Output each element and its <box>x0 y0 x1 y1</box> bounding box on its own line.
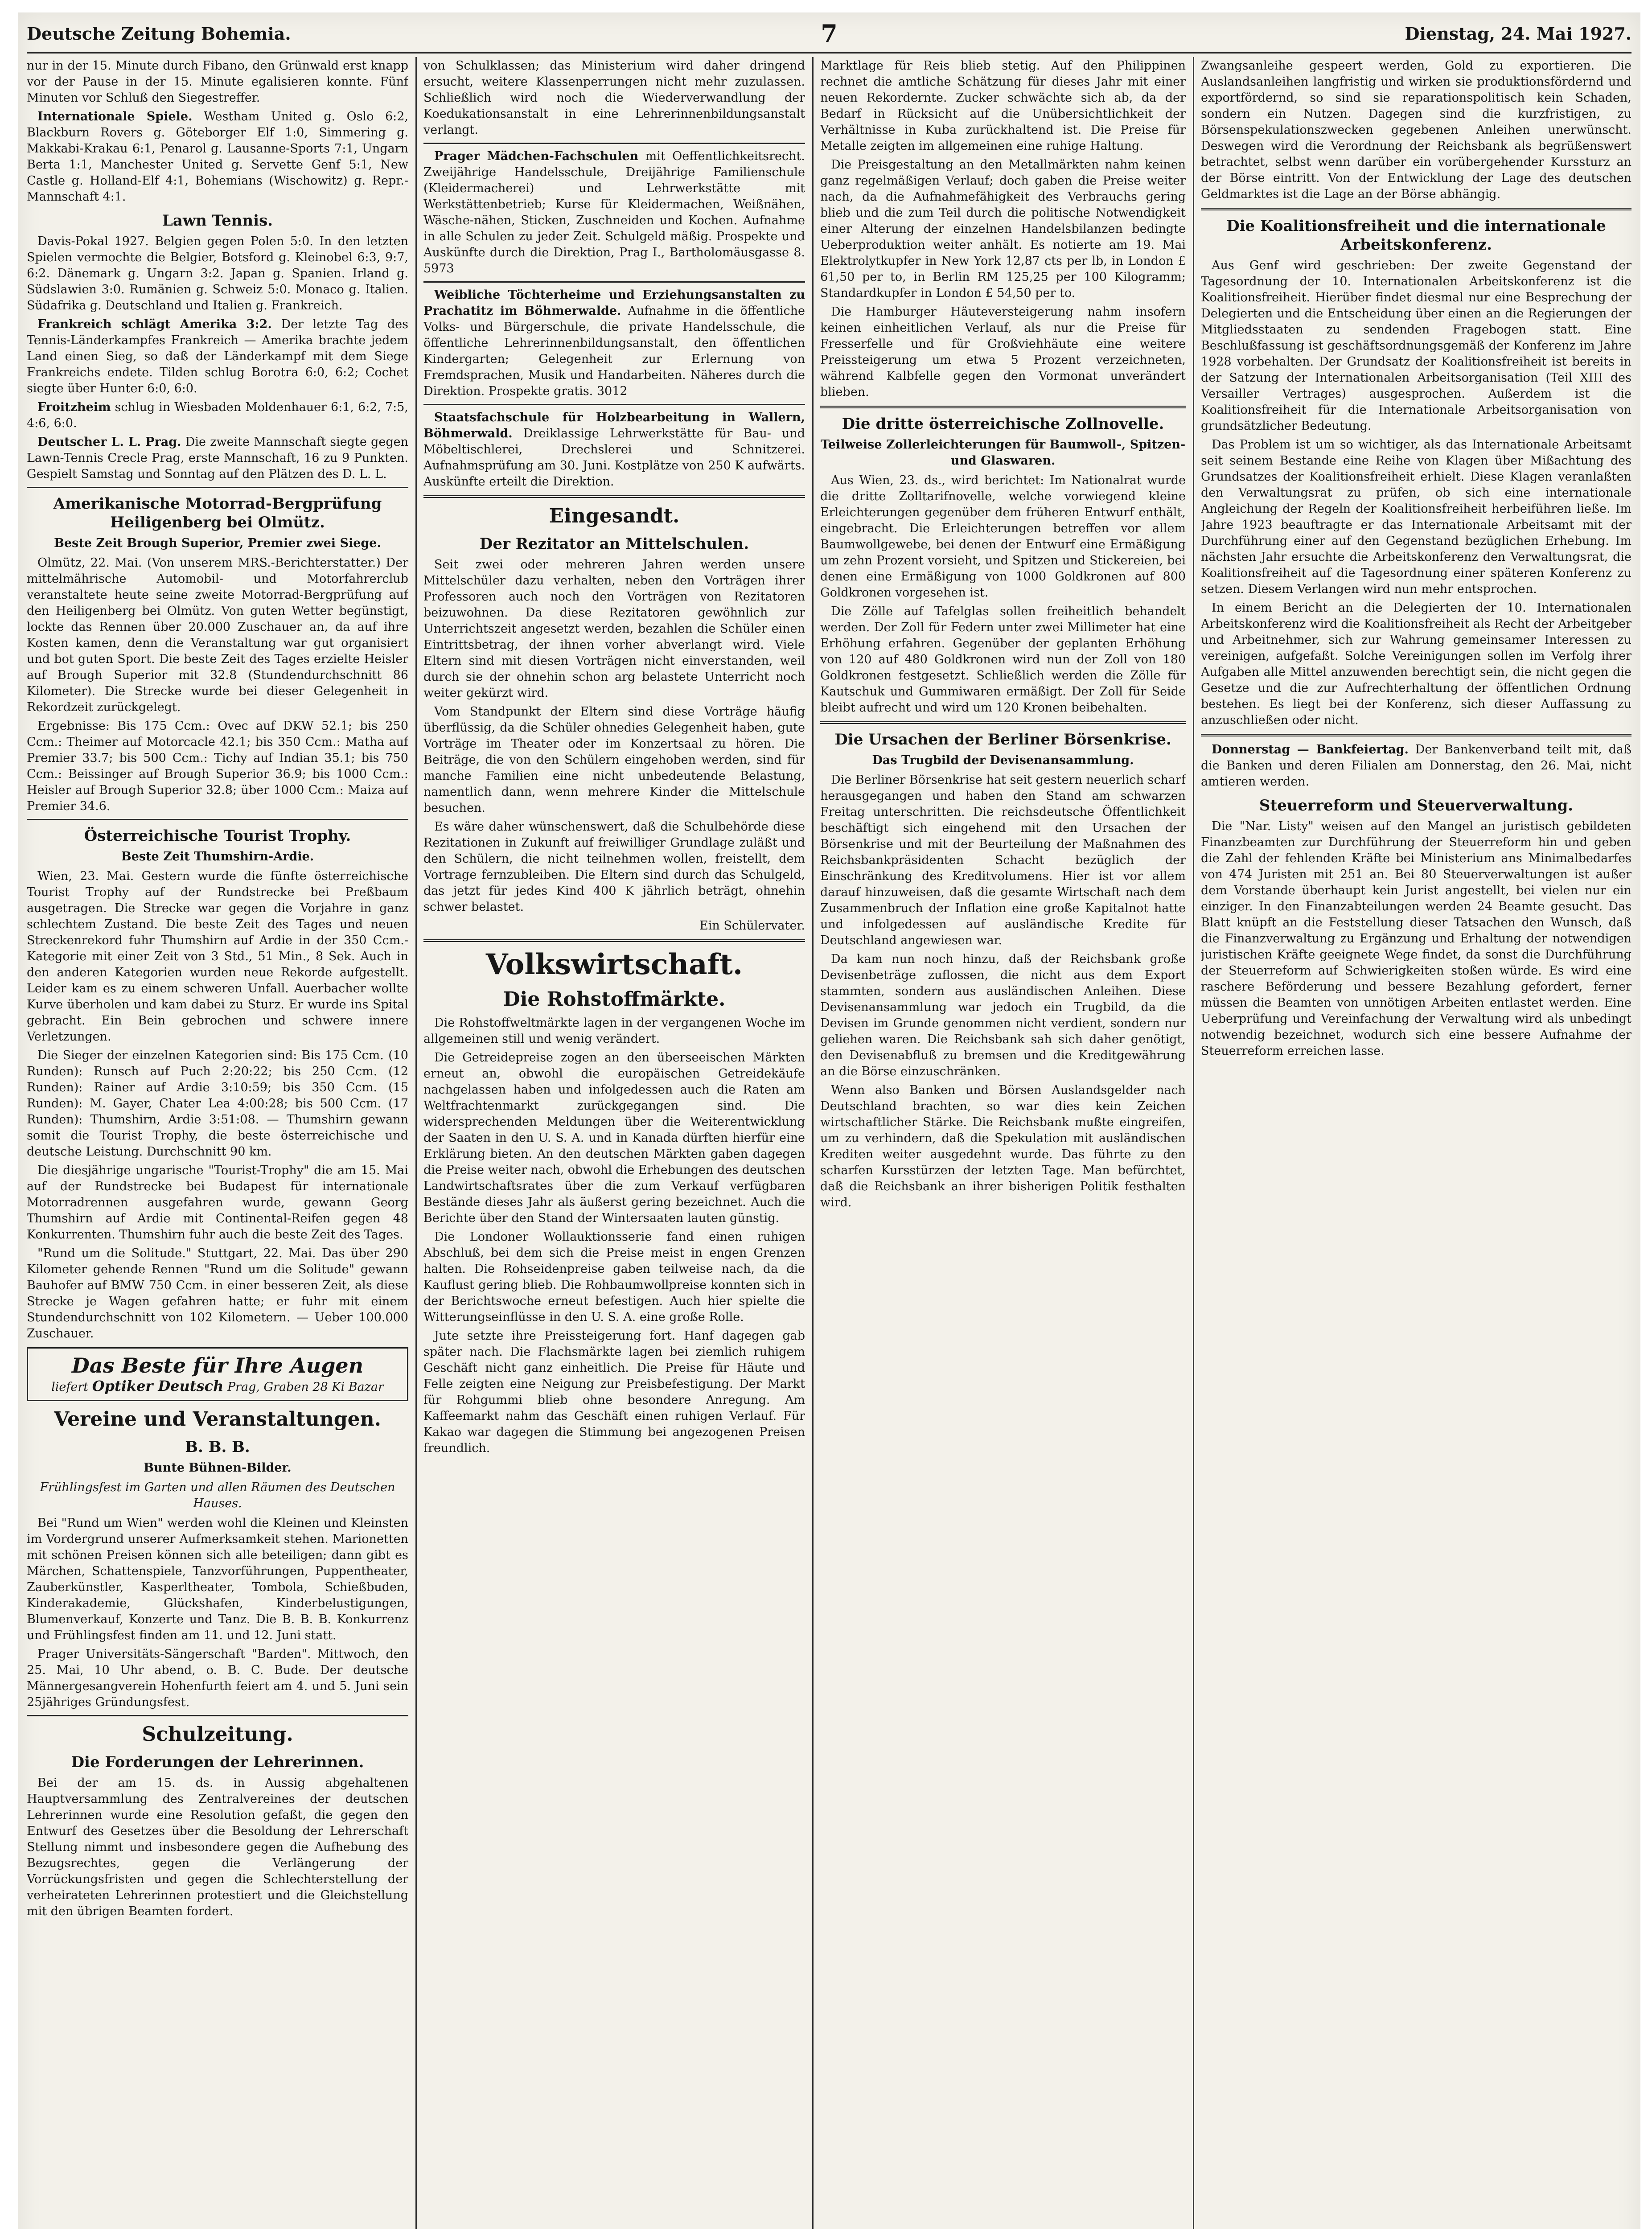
article-subheadline: Bunte Bühnen-Bilder. <box>144 1461 292 1475</box>
section-heading: Lawn Tennis. <box>162 212 273 230</box>
article-headline: Steuerreform und Steuerverwaltung. <box>1259 797 1574 814</box>
article-text: Seit zwei oder mehreren Jahren werden unsere Mittelschüler dazu verhalten, neben den Vorträgen ihrer Professoren auch noch den Vorträgen von Rezitatoren beizuwohnen. Da diese Rezitatoren gewöhnlich zur Unterrichtszeit angesetzt werden, bezahlen die Schüler einen Eintrittsbetrag, der ihnen vorher abverlangt wird. Viele Eltern sind mit diesen Vorträgen nicht einverstanden, weil durch sie der ohnehin schon arg belastete Unterricht noch weiter gekürzt wird. <box>423 558 805 700</box>
divider <box>1201 734 1631 736</box>
article-text: Die Berliner Börsenkrise hat seit gestern neuerlich scharf herausgegangen und haben den Stand am schwarzen Freitag unterschritten. Die reichsdeutsche Öffentlichkeit beschäftigt sich eingehend mit den Ursachen der Börsenkrise und mit der Beurteilung der Maßnahmen des Reichsbankpräsidenten Schacht bezüglich der Einschränkung des Kreditvolumens. Hier ist vor allem darauf hinzuweisen, daß die gesamte Wirtschaft nach dem Zusammenbruch der Inflation eine große Kapitalnot hatte und infolgedessen auf ausländische Kredite für Deutschland angewiesen war. <box>820 773 1186 947</box>
article-headline: Die Ursachen der Berliner Börsenkrise. <box>834 731 1171 748</box>
article-text: Prager Universitäts-Sängerschaft "Barden". Mittwoch, den 25. Mai, 10 Uhr abend, o. B. C. Bude. Der deutsche Männergesangverein Hohenfurth feiert am 4. und 5. Juni sein 25jähriges Gründungsfest. <box>27 1647 408 1709</box>
issue-date: Dienstag, 24. Mai 1927. <box>1405 23 1631 44</box>
section-kicker: Frankreich schlägt Amerika 3:2. <box>37 317 272 331</box>
ad-name: Optiker Deutsch <box>92 1378 224 1394</box>
article-text: Aus Wien, 23. ds., wird berichtet: Im Nationalrat wurde die dritte Zolltarifnovelle, welche vorwiegend kleine Erleichterungen gegenüber dem früheren Entwurf enthält, eingebracht. Die Erleichterungen betreffen vor allem Baumwollgewebe, bei denen der Entwurf eine Ermäßigung um zehn Prozent vorsieht, und Spitzen und Stickereien, bei denen eine Ermäßigung von 1000 Goldkronen auf 800 Goldkronen vorgesehen ist. <box>820 473 1186 600</box>
ad-address: Prag, Graben 28 Ki Bazar <box>227 1380 384 1394</box>
article-text: Wenn also Banken und Börsen Auslandsgelder nach Deutschland brachten, so war dies kein Zeichen wirtschaftlicher Stärke. Die Reichsbank mußte eingreifen, um zu verhindern, daß die Spekulation mit ausländischen Krediten weiter ausgedehnt wurde. Das führte zu den scharfen Kursstürzen der letzten Tage. Man befürchtet, daß die Reichsbank an ihrer bisherigen Politik festhalten wird. <box>820 1083 1186 1209</box>
article-text: Die Rohstoffweltmärkte lagen in der vergangenen Woche im allgemeinen still und wenig verändert. <box>423 1016 805 1046</box>
section-kicker: Deutscher L. L. Prag. <box>37 435 181 449</box>
article-subheadline: Frühlingsfest im Garten und allen Räumen des Deutschen Hauses. <box>40 1481 395 1510</box>
column-4 <box>1201 58 1631 2229</box>
article-text: Die Hamburger Häuteversteigerung nahm insofern keinen einheitlichen Verlauf, als nur die Preise für Fresserfelle und für Großviehhäute eine weitere Preissteigerung um etwa 5 Prozent verzeichneten, während Kalbfelle gegen den Vormonat unverändert blieben. <box>820 305 1186 399</box>
section-kicker: Internationale Spiele. <box>37 110 193 123</box>
article-text: Bei der am 15. ds. in Aussig abgehaltenen Hauptversammlung des Zentralvereines der deutschen Lehrerinnen wurde eine Resolution gefaßt, die gegen den Entwurf des Gesetzes über die Besoldung der Lehrerschaft Stellung nimmt und insbesondere gegen die Aufhebung des Bezugsrechtes, gegen die Verlängerung der Vorrückungsfristen und gegen die Schlechterstellung der verheirateten Lehrerinnen protestiert und die Gleichstellung mit den übrigen Beamten fordert. <box>27 1776 408 1918</box>
article-headline: Die Koalitionsfreiheit und die internationale Arbeitskonferenz. <box>1226 217 1606 254</box>
article-text: Dreiklassige Lehrwerkstätte für Bau- und Möbeltischlerei, Drechslerei und Schnitzerei. Aufnahmsprüfung am 30. Juni. Kostplätze von 250 K aufwärts. Auskünfte erteilt die Direktion. <box>423 427 805 489</box>
article-text: Olmütz, 22. Mai. (Von unserem MRS.-Berichterstatter.) Der mittelmährische Automobil- und Motorfahrerclub veranstaltete heute seine zweite Motorrad-Bergprüfung auf den Heiligenberg bei Olmütz. Von guten Wetter begünstigt, lockte das Rennen über 20.000 Zuschauer an, da auf ihre Kosten kamen, denn die Veranstaltung war gut organisiert und bot guten Sport. Die beste Zeit des Tages erzielte Heisler auf Brough Superior mit 32.8 (Stundendurchschnitt 86 Kilometer). Die Strecke wurde bei dieser Gelegenheit in Rekordzeit zurückgelegt. <box>27 556 408 714</box>
ad-code: 5973 <box>423 262 454 276</box>
ad-code: 3012 <box>596 384 628 398</box>
article-text: Zwangsanleihe gespeert werden, Gold zu exportieren. Die Auslandsanleihen langfristig und wirken sie produktionsfördernd und exportfördernd, so sind sie reparationspolitisch kein Schaden, sondern ein Nutzen. Dagegen sind die kurzfristigen, zu Börsenspekulationszwecken gegebenen Anleihen unerwünscht. Deswegen wird die Verordnung der Reichsbank als begrüßenswert betrachtet, selbst wenn darüber ein vorübergehender Kurssturz an der Börse eintritt. Von der Entwicklung der Lage des deutschen Geldmarktes ist die Lage an der Börse abhängig. <box>1201 59 1631 201</box>
ad-text: liefert <box>51 1380 89 1394</box>
section-title: Vereine und Veranstaltungen. <box>54 1408 381 1431</box>
divider <box>820 406 1186 408</box>
article-text: Die Getreidepreise zogen an den überseeischen Märkten erneut an, obwohl die europäischen Getreidekäufe nachgelassen haben und infolgedessen auch die Raten am Weltfrachtenmarkt zurückgegangen sind. Die widersprechenden Meldungen über die Weiterentwicklung der Saaten in den U. S. A. und in Kanada dürften hierfür eine Erklärung bieten. An den deutschen Märkten gaben dagegen die Preise weiter nach, obwohl die Erhebungen des deutschen Landwirtschaftsrates über die zum Verkauf verfügbaren Bestände dieses Jahr als äußerst gering bezeichnet. Auch die Berichte über den Stand der Wintersaaten lauten günstig. <box>423 1051 805 1225</box>
section-kicker: Weibliche Töchterheime und Erziehungsanstalten zu Prachatitz im Böhmerwalde. <box>423 288 805 318</box>
divider <box>1201 208 1631 210</box>
divider <box>27 1715 408 1716</box>
article-text: "Rund um die Solitude." Stuttgart, 22. Mai. Das über 290 Kilometer gehende Rennen "Rund um die Solitude" gewann Bauhofer auf BMW 750 Ccm. in einer besseren Zeit, als diese Strecke je Wagen gefahren hatte; er fuhr mit einem Stundendurchschnitt von 102 Kilometern. — Ueber 100.000 Zuschauer. <box>27 1246 408 1341</box>
article-text: Jute setzte ihre Preissteigerung fort. Hanf dagegen gab später nach. Die Flachsmärkte lagen bei ziemlich ruhigem Geschäft nicht ganz einheitlich. Die Preise für Häute und Felle zeigten eine Neigung zur Preisbefestigung. Der Markt für Rohgummi blieb ohne besondere Anregung. Am Kaffeemarkt nahm das Geschäft einen ruhigen Verlauf. Für Kakao war dagegen die Stimmung bei angezogenen Preisen freundlich. <box>423 1329 805 1455</box>
column-2 <box>423 58 805 2229</box>
article-headline: Österreichische Tourist Trophy. <box>84 827 351 845</box>
newspaper-page <box>18 12 1640 2229</box>
article-subheadline: Beste Zeit Brough Superior, Premier zwei Siege. <box>54 536 381 550</box>
article-text: mit Oeffentlichkeitsrecht. Zweijährige Handelsschule, Dreijährige Familienschule (Kleidermacherei) und Lehrwerkstätte mit Werkstättenbetrieb; Kurse für Kleidermachen, Weißnähen, Wäsche-nähen, Sticken, Zuschneiden und Kochen. Aufnahme in alle Schulen zu jeder Zeit. Schulgeld mäßig. Prospekte und Auskünfte durch die Direktion, Prag I., Bartholomäusgasse 8. <box>423 149 805 259</box>
article-text: Westham United g. Oslo 6:2, Blackburn Rovers g. Göteborger Elf 1:0, Simmering g. Makkabi-Krakau 6:1, Penarol g. Lausanne-Sports 7:1, Ungarn Berta 1:1, Manchester United g. Servette Genf 5:1, New Castle g. Holland-Elf 4:1, Bohemians (Wischowitz) g. Repr.-Mannschaft 4:1. <box>27 110 408 204</box>
article-text: Davis-Pokal 1927. Belgien gegen Polen 5:0. In den letzten Spielen vermochte die Belgier, Botsford g. Kleinobel 6:3, 9:7, 6:2. Dänemark g. Ungarn 3:2. Japan g. Spanien. Irland g. Südslawien 3:0. Rumänien g. Schweiz 5:0. Monaco g. Italien. Südafrika g. Deutschland und Italien g. Frankreich. <box>27 234 408 313</box>
article-text: Aus Genf wird geschrieben: Der zweite Gegenstand der Tagesordnung der 10. Internationalen Arbeitskonferenz ist die Koalitionsfreiheit. Hierüber findet diesmal nur eine Besprechung der Delegierten und die Entscheidung über einen an die Regierungen der Mitgliedsstaaten zu sendenden Fragebogen statt. Eine Beschlußfassung ist geschäftsordnungsgemäß der Konferenz im Jahre 1928 vorbehalten. Der Grundsatz der Koalitionsfreiheit ist bereits in der Satzung der Internationalen Arbeitsorganisation (Teil XIII des Versailler Vertrages) ausgesprochen. Außerdem ist die Koalitionsfreiheit für die Internationale Arbeitsorganisation von grundsätzlicher Bedeutung. <box>1201 259 1631 433</box>
divider <box>423 495 805 498</box>
section-title: Eingesandt. <box>549 505 680 527</box>
advertisement-optician <box>27 1347 408 1401</box>
section-kicker: Staatsfachschule für Holzbearbeitung in Wallern, Böhmerwald. <box>423 411 805 440</box>
article-text: Die Sieger der einzelnen Kategorien sind: Bis 175 Ccm. (10 Runden): Runsch auf Puch 2:20:22; bis 250 Ccm. (12 Runden): Rainer auf Ardie 3:10:59; bis 350 Ccm. (15 Runden): M. Gayer, Chater Lea 4:00:28; bis 500 Ccm. (17 Runden): Thumshirn, Ardie 3:51:08. — Thumshirn gewann somit die Tourist Trophy, die beste österreichische und deutsche Leistung. Durchschnitt 90 km. <box>27 1049 408 1159</box>
section-kicker: Prager Mädchen-Fachschulen <box>434 149 639 163</box>
ad-slogan: Das Beste für Ihre Augen <box>71 1353 364 1378</box>
article-headline: Die Forderungen der Lehrerinnen. <box>71 1753 364 1771</box>
article-text: Der letzte Tag des Tennis-Länderkampfes Frankreich — Amerika brachte jedem Land einen Sieg, so daß der Länderkampf mit dem Siege Frankreichs endete. Tilden schlug Borotra 6:0, 6:2; Cochet siegte über Hunter 6:0, 6:0. <box>27 317 408 395</box>
article-text: schlug in Wiesbaden Moldenhauer 6:1, 6:2, 7:5, 4:6, 6:0. <box>27 400 408 430</box>
article-headline: Der Rezitator an Mittelschulen. <box>479 535 749 553</box>
column-3 <box>820 58 1186 2229</box>
article-text: Die Preisgestaltung an den Metallmärkten nahm keinen ganz regelmäßigen Verlauf; doch gaben die Preise weiter nach, da die Aufnahmefähigkeit des Verbrauchs gering blieb und die zum Teil durch die politische Notwendigkeit einer Alterung der einzelnen Handelsbilanzen bedingte Ueberproduktion weiter anhält. Es notierte am 19. Mai Elektrolytkupfer in New York 12,87 cts per lb, in London £ 61,50 per to, in Berlin RM 125,25 per 100 Kilogramm; Standardkupfer in London £ 54,50 per to. <box>820 158 1186 300</box>
section-kicker: Donnerstag — Bankfeiertag. <box>1212 743 1409 757</box>
column-1 <box>27 58 408 2229</box>
article-text: Vom Standpunkt der Eltern sind diese Vorträge häufig überflüssig, da die Schüler ohnedies Gelegenheit haben, gute Vorträge im Theater oder im Konzertsaal zu hören. Die Beiträge, die von den Schülern eingehoben werden, sind für manche Familien eine nicht unbedeutende Belastung, namentlich dann, wenn mehrere Kinder die Mittelschule besuchen. <box>423 705 805 815</box>
column-rule <box>415 57 417 2229</box>
article-text: Ergebnisse: Bis 175 Ccm.: Ovec auf DKW 52.1; bis 250 Ccm.: Theimer auf Motorcacle 42.1; bis 350 Ccm.: Matha auf Premier 33.7; bis 500 Ccm.: Tichy auf Indian 35.1; bis 750 Ccm.: Beissinger auf Brough Superior 36.9; bis 1000 Ccm.: Heisler auf Brough Superior 32.8; über 1000 Ccm.: Maiza auf Premier 34.6. <box>27 719 408 813</box>
article-text: Aufnahme in die öffentliche Volks- und Bürgerschule, die private Handelsschule, die öffentliche Lehrerinnenbildungsanstalt, den öffentlichen Kindergarten; Gelegenheit zur Erlernung von Fremdsprachen, Musik und Handarbeiten. Näheres durch die Direktion. Prospekte gratis. <box>423 304 805 398</box>
section-title: Schulzeitung. <box>142 1723 293 1746</box>
article-headline: B. B. B. <box>185 1438 250 1456</box>
article-text: Es wäre daher wünschenswert, daß die Schulbehörde diese Rezitationen in Zukunft auf freiwilliger Grundlage zuläßt und den Schülern, die nicht teilnehmen wollen, freistellt, dem Vortrage fernzubleiben. Die Eltern sind durch das Schulgeld, das jetzt für jedes Kind 400 K jährlich beträgt, ohnehin schwer belastet. <box>423 820 805 914</box>
article-headline: Die dritte österreichische Zollnovelle. <box>842 415 1164 433</box>
paper-name: Deutsche Zeitung Bohemia. <box>27 23 291 44</box>
divider <box>423 143 805 144</box>
article-text: Die "Nar. Listy" weisen auf den Mangel an juristisch gebildeten Finanzbeamten zur Durchführung der Steuerreform hin und geben die Zahl der fehlenden Kräfte bei Ministerium ans Minimalbedarfes von 474 Juristen mit 251 an. Bei 80 Steuerverwaltungen ist außer dem Vorstande überhaupt kein Jurist angestellt, bei vielen nur ein einziger. In den Finanzabteilungen werden 24 Beamte gesucht. Das Blatt knüpft an die Feststellung dieser Tatsachen den Wunsch, daß die Finanzverwaltung zu Ergänzung und Erhaltung der notwendigen juristischen Kräfte geeignete Wege findet, da sonst die Durchführung der Steuerreform auf Schwierigkeiten stoßen würde. Es wird eine raschere Beförderung und bessere Bezahlung gefordert, ferner müssen die Beamten von unnötigen Arbeiten entlastet werden. Eine Ueberprüfung und Vereinfachung der Verwaltung wird als unbedingt notwendig bezeichnet, wodurch sich eine bessere Aufnahme der Steuerreform erreichen lasse. <box>1201 819 1631 1058</box>
column-rule <box>812 57 814 2229</box>
article-text: Die zweite Mannschaft siegte gegen Lawn-Tennis Crecle Prag, erste Mannschaft, 16 zu 9 Punkten. Gespielt Samstag und Sonntag auf den Plätzen des D. L. L. <box>27 435 408 481</box>
article-text: nur in der 15. Minute durch Fibano, den Grünwald erst knapp vor der Pause in der 15. Minute egalisieren konnte. Fünf Minuten vor Schluß den Siegestreffer. <box>27 59 408 105</box>
divider <box>27 487 408 488</box>
article-headline: Die Rohstoffmärkte. <box>503 988 726 1011</box>
article-text: Der Bankenverband teilt mit, daß die Banken und deren Filialen am Donnerstag, den 26. Mai, nicht amtieren werden. <box>1201 743 1631 789</box>
article-text: Die Londoner Wollauktionsserie fand einen ruhigen Abschluß, bei dem sich die Preise meist in engen Grenzen halten. Die Rohseidenpreise gaben teilweise nach, da die Kauflust gering blieb. Die Rohbaumwollpreise konnten sich in der Berichtswoche erneut befestigen. Auch hier spielte die Witterungseinflüsse in den U. S. A. eine große Rolle. <box>423 1230 805 1324</box>
divider <box>423 404 805 405</box>
article-subheadline: Das Trugbild der Devisenansammlung. <box>872 753 1134 767</box>
article-text: Wien, 23. Mai. Gestern wurde die fünfte österreichische Tourist Trophy auf der Rundstrecke bei Preßbaum ausgetragen. Die Strecke war gegen die Vorjahre in ganz schlechtem Zustand. Die beste Zeit des Tages und neuen Streckenrekord fuhr Thumshirn auf Ardie in der 350 Ccm.-Kategorie mit einer Zeit von 3 Std., 51 Min., 8 Sek. Auch in den anderen Kategorien wurden neue Rekorde aufgestellt. Leider kam es zu einem schweren Unfall. Auerbacher wollte Kurve überholen und kam dabei zu Sturz. Er wurde ins Spital gebracht. Ein Bein gebrochen und schwere innere Verletzungen. <box>27 869 408 1044</box>
page-number: 7 <box>821 19 838 48</box>
divider <box>423 939 805 942</box>
article-text: Die Zölle auf Tafelglas sollen freiheitlich behandelt werden. Der Zoll für Federn unter zwei Millimeter hat eine Erhöhung erfahren. Gegenüber der geplanten Erhöhung von 120 auf 480 Goldkronen wird nun der Zoll von 180 Goldkronen festgesetzt. Schließlich werden die Zölle für Kautschuk und Gummiwaren ermäßigt. Der Zoll für Seide bleibt aufrecht und wird um 120 Kronen beibehalten. <box>820 605 1186 715</box>
divider <box>820 721 1186 724</box>
article-signature: Ein Schülervater. <box>699 919 805 933</box>
column-rule <box>1193 57 1194 2229</box>
article-text: In einem Bericht an die Delegierten der 10. Internationalen Arbeitskonferenz wird die Koalitionsfreiheit als Recht der Arbeitgeber und Arbeitnehmer, sich zur Wahrung gemeinsamer Interessen zu vereinigen, aufgefaßt. Solche Vereinigungen sollen im Verfolg ihrer Aufgaben alle Mittel anzuwenden berechtigt sein, die nicht gegen die Gesetze und die zur Aufrechterhaltung der öffentlichen Ordnung bestehen. Es liegt bei der Konferenz, sich dieser Auffassung zu anzuschließen oder nicht. <box>1201 601 1631 727</box>
article-text: Bei "Rund um Wien" werden wohl die Kleinen und Kleinsten im Vordergrund unserer Aufmerksamkeit stehen. Marionetten mit schönen Preisen können sich alle beteiligen; dann gibt es Märchen, Schattenspiele, Tanzvorführungen, Puppentheater, Zauberkünstler, Kasperltheater, Tombola, Schießbuden, Kinderakademie, Glückshafen, Kinderbelustigungen, Blumenverkauf, Konzerte und Tanz. Die B. B. B. Konkurrenz und Frühlingsfest finden am 11. und 12. Juni statt. <box>27 1516 408 1642</box>
divider <box>27 819 408 820</box>
masthead-rule <box>27 52 1631 53</box>
article-subheadline: Beste Zeit Thumshirn-Ardie. <box>121 850 314 864</box>
divider <box>423 281 805 283</box>
article-text: von Schulklassen; das Ministerium wird daher dringend ersucht, weitere Klassenperrungen nicht mehr zuzulassen. Schließlich wird noch die Wiederverwandlung der Koedukationsanstalt in eine Lehrerinnenbildungsanstalt verlangt. <box>423 59 805 137</box>
article-text: Das Problem ist um so wichtiger, als das Internationale Arbeitsamt seit seinem Bestande eine Reihe von Klagen über Mißachtung des Grundsatzes der Koalitionsfreiheit erhielt. Diese Klagen veranlaßten den Verwaltungsrat zu prüfen, ob sich eine internationale Angleichung der Regeln der Koalitionsfreiheit herbeiführen ließe. Im Jahre 1923 beauftragte er das Internationale Arbeitsamt mit der Durchführung einer auf den Gegenstand bezüglichen Erhebung. Im nächsten Jahr ersuchte die Arbeitskonferenz den Verwaltungsrat, die Koalitionsfreiheit auf die Tagesordnung einer späteren Konferenz zu setzen. Diesem Verlangen wird nun mehr entsprochen. <box>1201 438 1631 596</box>
article-text: Da kam nun noch hinzu, daß der Reichsbank große Devisenbeträge zuflossen, die nicht aus dem Export stammten, sondern aus ausländischen Anleihen. Diese Devisenansammlung war jedoch ein Trugbild, da die Devisen im Grunde genommen nicht verdient, sondern nur geliehen waren. Die Reichsbank sah sich daher genötigt, den Devisenabfluß zu bremsen und die Kreditgewährung an die Börse einzuschränken. <box>820 952 1186 1078</box>
article-headline: Amerikanische Motorrad-Bergprüfung Heiligenberg bei Olmütz. <box>53 495 382 531</box>
section-kicker: Froitzheim <box>37 400 111 414</box>
section-title: Volkswirtschaft. <box>485 948 743 981</box>
masthead <box>27 18 1631 49</box>
article-text: Die diesjährige ungarische "Tourist-Trophy" die am 15. Mai auf der Rundstrecke bei Budapest für internationale Motorradrennen ausgefahren wurde, gewann Georg Thumshirn auf Ardie mit Continental-Reifen gegen 48 Konkurrenten. Thumshirn fuhr auch die beste Zeit des Tages. <box>27 1164 408 1242</box>
article-text: Marktlage für Reis blieb stetig. Auf den Philippinen rechnet die amtliche Schätzung für dieses Jahr mit einer neuen Rekordernte. Zucker schwächte sich ab, da der Bedarf in Rücksicht auf die Unübersichtlichkeit der Verhältnisse in Kuba zurückhaltend ist. Die Preise für Metalle zeigten im allgemeinen eine ruhige Haltung. <box>820 59 1186 153</box>
article-subheadline: Teilweise Zollerleichterungen für Baumwoll-, Spitzen- und Glaswaren. <box>820 438 1186 468</box>
